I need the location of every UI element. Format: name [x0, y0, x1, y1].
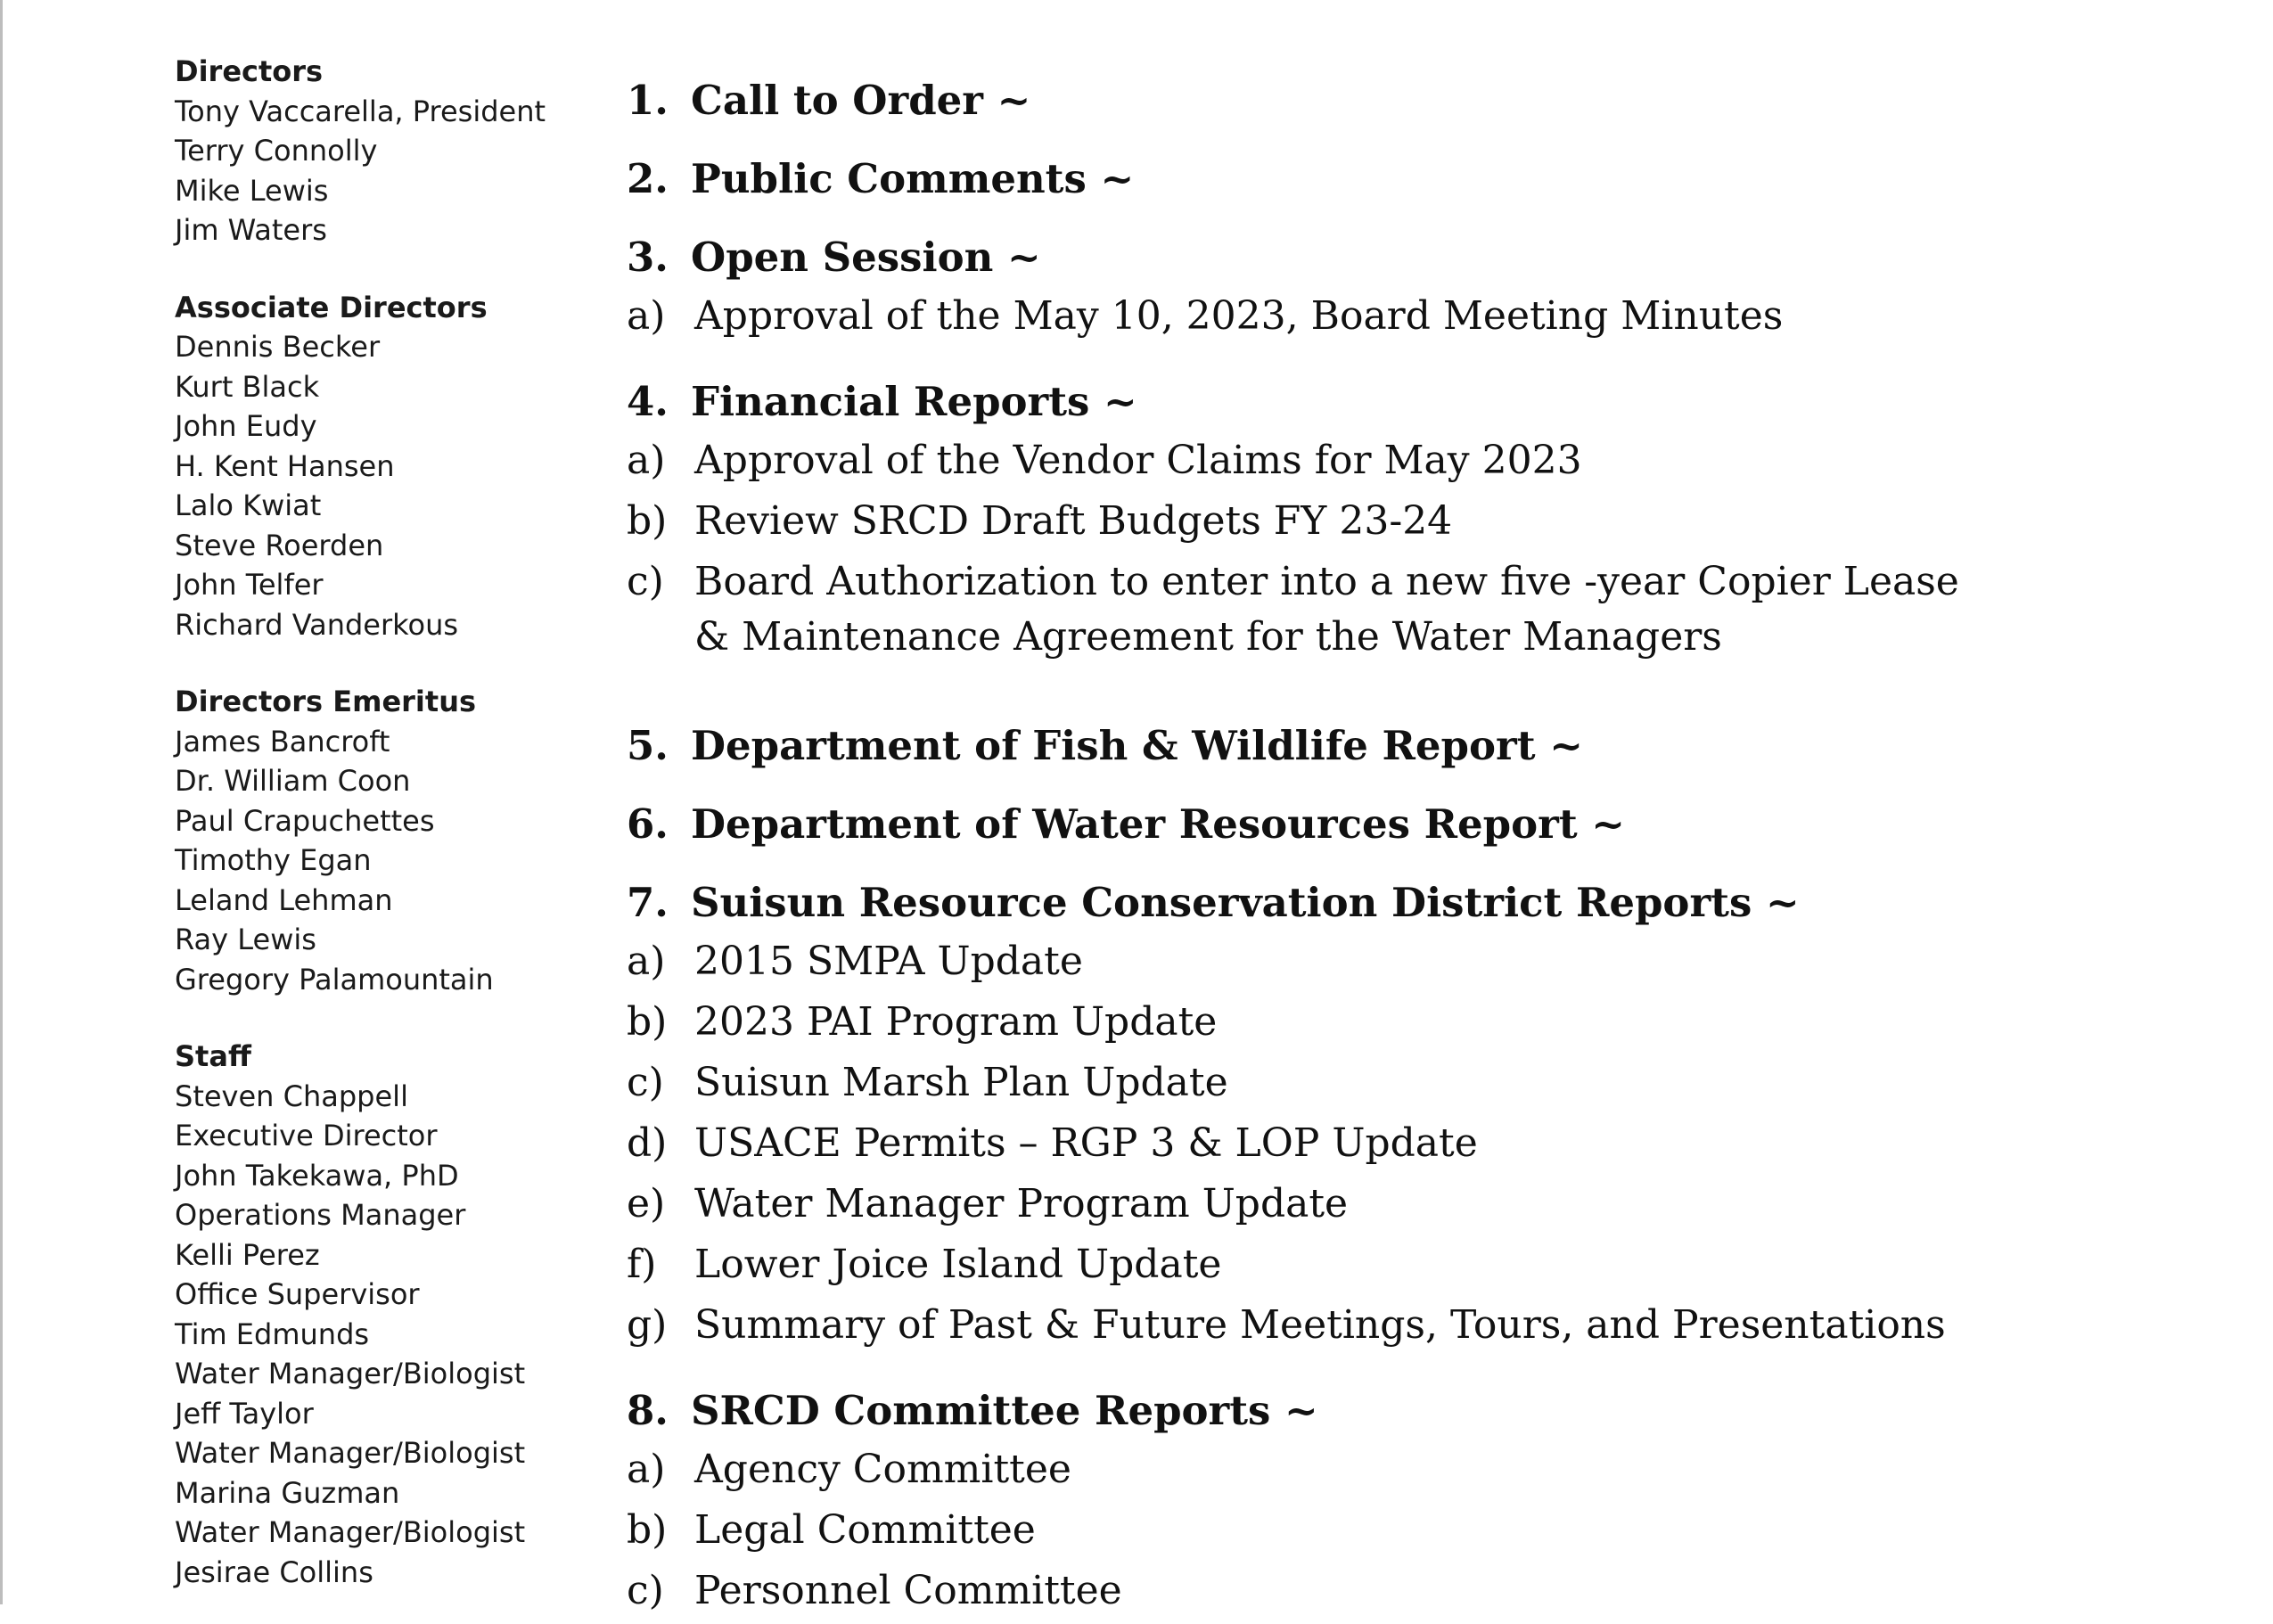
roster-heading: Associate Directors — [175, 290, 488, 324]
agenda-item — [627, 289, 2231, 349]
roster-member: John Eudy — [175, 409, 317, 443]
agenda-section-heading: SRCD Committee Reports ~ — [691, 1387, 1318, 1434]
agenda-section-public-comments — [627, 148, 2231, 226]
agenda-item-text: Review SRCD Draft Budgets FY 23-24 — [694, 498, 1453, 544]
agenda-item-letter: a) — [627, 438, 666, 483]
agenda-item-text: Suisun Marsh Plan Update — [694, 1060, 1228, 1105]
agenda-section-title — [627, 715, 2231, 793]
agenda-section-number: 4. — [627, 378, 669, 425]
agenda-item-text: Summary of Past & Future Meetings, Tours, and Presentations — [694, 1302, 1946, 1348]
roster-group-directors-emeritus — [175, 682, 567, 999]
roster-member: Jesirae Collins — [175, 1554, 373, 1589]
agenda-item-text: Water Manager Program Update — [694, 1181, 1349, 1226]
roster-member: James Bancroft — [175, 724, 390, 759]
agenda-section-number: 1. — [627, 77, 669, 124]
agenda-item — [627, 1237, 2231, 1298]
roster-member: Dennis Becker — [175, 330, 381, 364]
roster-heading: Staff — [175, 1039, 251, 1073]
roster-heading: Directors — [175, 54, 324, 88]
agenda-section-number: 6. — [627, 800, 669, 848]
agenda-item-letter: a) — [627, 939, 666, 984]
roster-member: Paul Crapuchettes — [175, 803, 435, 838]
agenda-item — [627, 1442, 2231, 1503]
roster-member: Jim Waters — [175, 213, 327, 247]
agenda-section-heading: Financial Reports ~ — [691, 378, 1137, 425]
agenda-item-letter: c) — [627, 559, 664, 604]
agenda-section-number: 5. — [627, 722, 669, 769]
agenda-item-letter: a) — [627, 293, 666, 339]
agenda-item-text: Legal Committee — [694, 1507, 1036, 1553]
roster-group-associate-directors — [175, 288, 567, 645]
roster-member: John Telfer — [175, 568, 324, 602]
roster-member: John Takekawa, PhD — [175, 1158, 459, 1193]
agenda-item-text: Agency Committee — [694, 1447, 1071, 1492]
agenda-item-letter: c) — [627, 1060, 664, 1105]
roster-member: Kelli Perez — [175, 1237, 320, 1272]
agenda-item-letter: e) — [627, 1181, 666, 1226]
roster-member: Dr. William Coon — [175, 764, 411, 798]
roster-member: Mike Lewis — [175, 173, 329, 208]
agenda-item-text: Personnel Committee — [694, 1568, 1122, 1613]
agenda-section-committee-reports — [627, 1380, 2231, 1624]
agenda-item — [627, 554, 2231, 665]
roster-member-role: Office Supervisor — [175, 1277, 420, 1311]
agenda-item-text: Approval of the May 10, 2023, Board Meeting Minutes — [694, 293, 1784, 339]
roster-heading: Directors Emeritus — [175, 685, 477, 718]
roster-member-role: Water Manager/Biologist — [175, 1515, 526, 1549]
agenda-section-title — [627, 1380, 2231, 1442]
agenda-section-heading: Open Session ~ — [691, 234, 1041, 281]
roster-member-role: Water Manager/Biologist — [175, 1357, 526, 1390]
scan-page-edge — [0, 0, 3, 1604]
agenda-section-number: 7. — [627, 879, 669, 926]
agenda-section-fish-wildlife — [627, 715, 2231, 793]
roster-member: Richard Vanderkous — [175, 607, 459, 642]
agenda-item-text: Board Authorization to enter into a new five -year Copier Lease & Maintenance Agreement for the Water Managers — [694, 559, 1959, 660]
agenda-item — [627, 1563, 2231, 1624]
agenda-item-text: 2015 SMPA Update — [694, 939, 1083, 984]
roster-member: Lalo Kwiat — [175, 488, 322, 522]
agenda-section-heading: Suisun Resource Conservation District Reports ~ — [691, 879, 1800, 926]
agenda-item-text: USACE Permits – RGP 3 & LOP Update — [694, 1120, 1478, 1166]
agenda-item — [627, 995, 2231, 1055]
agenda-item-letter: b) — [627, 999, 668, 1045]
agenda-item-letter: b) — [627, 1507, 668, 1553]
agenda-item-letter: d) — [627, 1120, 668, 1166]
agenda-item-text: Lower Joice Island Update — [694, 1242, 1222, 1287]
roster-member: Timothy Egan — [175, 843, 372, 877]
roster-member: Steven Chappell — [175, 1079, 408, 1113]
agenda-section-title — [627, 371, 2231, 433]
agenda-item-letter: f) — [627, 1242, 657, 1287]
roster-member: Marina Guzman — [175, 1475, 400, 1510]
roster-sidebar — [175, 52, 567, 1592]
roster-member: Ray Lewis — [175, 923, 316, 956]
roster-member-role: Water Manager/Biologist — [175, 1436, 526, 1470]
roster-member: Tony Vaccarella, President — [175, 94, 546, 128]
agenda-section-title — [627, 148, 2231, 226]
agenda-item-letter: b) — [627, 498, 668, 544]
agenda-section-open-session — [627, 226, 2231, 349]
roster-member: Jeff Taylor — [175, 1396, 314, 1431]
agenda-section-water-resources — [627, 793, 2231, 872]
agenda-section-financial-reports — [627, 371, 2231, 665]
agenda-section-srcd-reports — [627, 872, 2231, 1358]
roster-group-directors — [175, 52, 567, 250]
roster-group-staff — [175, 1037, 567, 1592]
agenda-item — [627, 1116, 2231, 1177]
agenda-item — [627, 494, 2231, 554]
roster-member: H. Kent Hansen — [175, 448, 395, 483]
agenda-item — [627, 1055, 2231, 1116]
agenda-item — [627, 1298, 2231, 1358]
agenda-section-heading: Call to Order ~ — [691, 77, 1031, 124]
agenda-item-letter: g) — [627, 1302, 668, 1348]
roster-member: Terry Connolly — [175, 134, 378, 168]
agenda-section-number: 8. — [627, 1387, 669, 1434]
agenda-section-title — [627, 872, 2231, 934]
agenda-item — [627, 934, 2231, 995]
agenda-section-title — [627, 226, 2231, 289]
agenda-section-number: 2. — [627, 155, 669, 202]
roster-member: Steve Roerden — [175, 528, 384, 562]
roster-member: Gregory Palamountain — [175, 962, 494, 997]
agenda-item-text: Approval of the Vendor Claims for May 2023 — [694, 438, 1582, 483]
agenda-section-title — [627, 793, 2231, 872]
agenda-section-number: 3. — [627, 234, 669, 281]
agenda-item — [627, 1177, 2231, 1237]
agenda-item — [627, 433, 2231, 494]
agenda-item-letter: a) — [627, 1447, 666, 1492]
roster-member: Leland Lehman — [175, 882, 393, 917]
agenda-item-letter: c) — [627, 1568, 664, 1613]
agenda-section-heading: Department of Fish & Wildlife Report ~ — [691, 722, 1583, 769]
agenda-section-call-to-order — [627, 70, 2231, 148]
agenda-section-heading: Public Comments ~ — [691, 155, 1135, 202]
agenda-section-heading: Department of Water Resources Report ~ — [691, 800, 1626, 848]
agenda — [627, 70, 2231, 1624]
roster-member: Kurt Black — [175, 369, 320, 404]
roster-member: Tim Edmunds — [175, 1316, 370, 1351]
roster-member-role: Executive Director — [175, 1119, 438, 1152]
roster-member-role: Operations Manager — [175, 1198, 466, 1232]
agenda-item — [627, 1503, 2231, 1563]
agenda-section-title — [627, 70, 2231, 148]
agenda-item-text: 2023 PAI Program Update — [694, 999, 1218, 1045]
